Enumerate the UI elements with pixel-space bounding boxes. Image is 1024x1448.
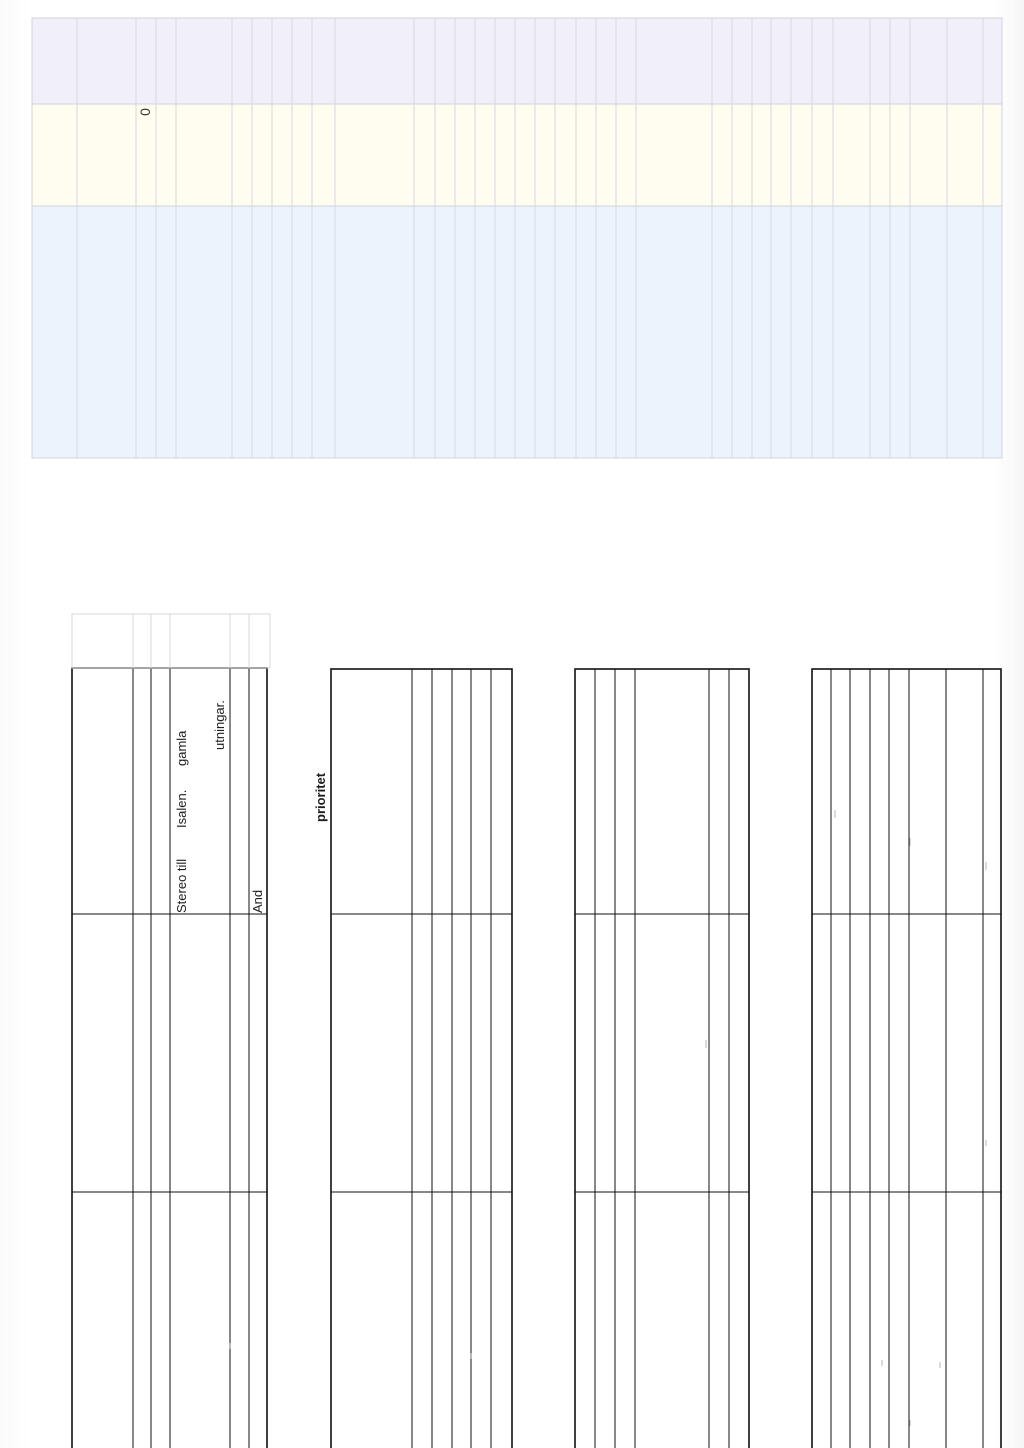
table-1-text-and: And [250, 889, 265, 913]
zero-value-cell: 0 [136, 108, 153, 116]
table-4-grid [812, 669, 1001, 1448]
table-1-text-gamla: gamla [174, 730, 189, 766]
table-2-heading-prioritet: prioritet [313, 772, 328, 822]
table-1-header-faint [72, 614, 270, 668]
table-3-grid [575, 669, 749, 1448]
scan-marks [230, 810, 986, 1426]
table-1-text-stereo: Stereo till [174, 858, 189, 913]
table-1-grid [72, 668, 267, 1448]
table-2-grid [331, 669, 512, 1448]
table-1-text-utningar: utningar. [212, 700, 227, 750]
table-1-text-isalen: Isalen. [174, 789, 189, 828]
